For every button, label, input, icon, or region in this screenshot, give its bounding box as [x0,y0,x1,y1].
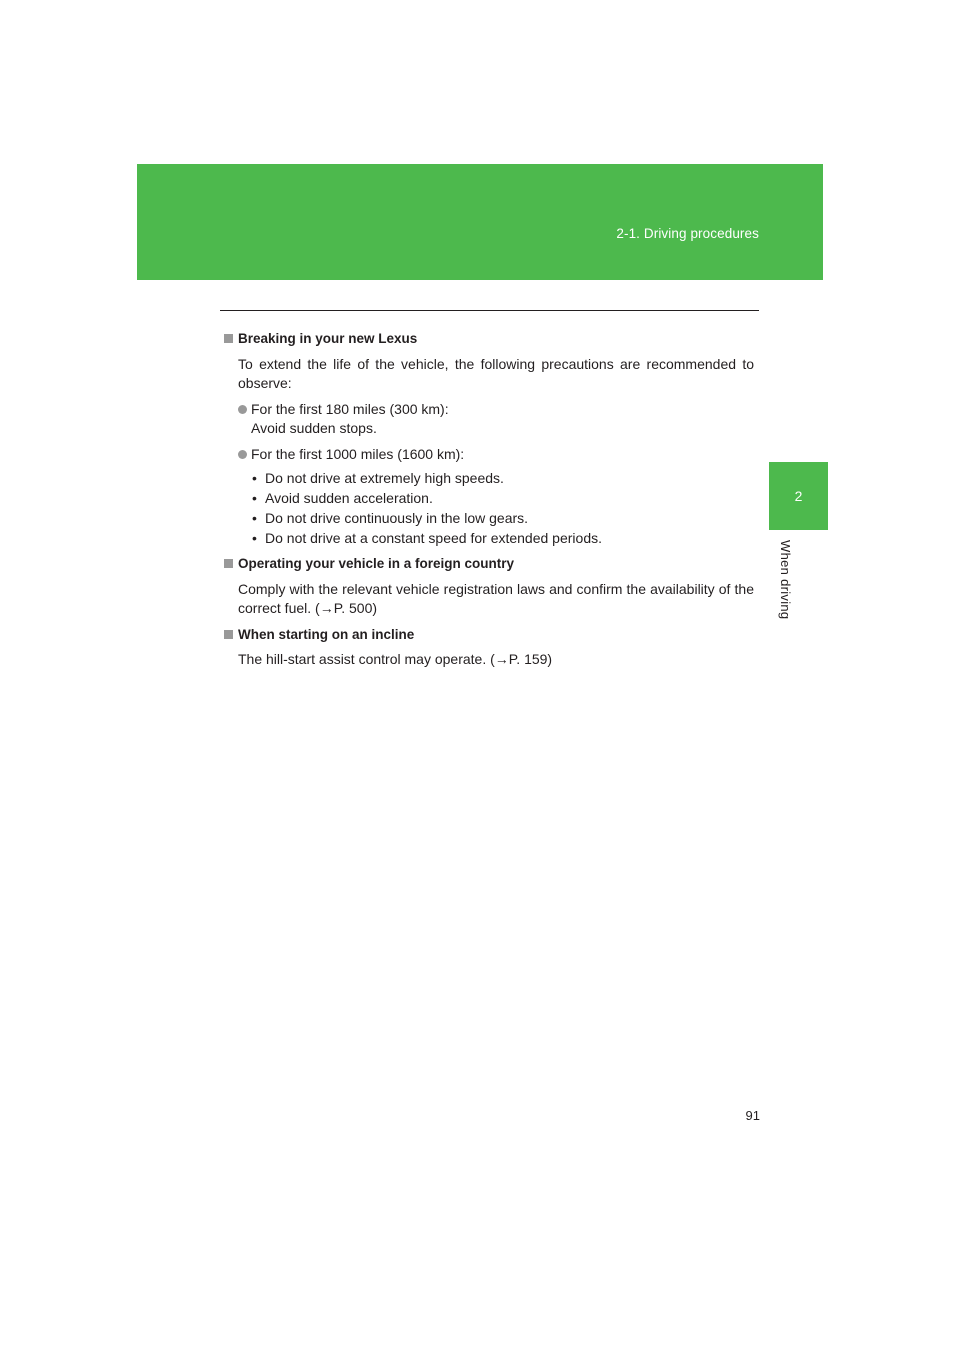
divider-rule [220,310,759,311]
chapter-label: When driving [778,540,793,620]
list-item: • Do not drive at a constant speed for extended periods. [252,530,602,546]
paragraph: Comply with the relevant vehicle registration laws and confirm the availability of the correct fuel. (→P. 500) [238,580,754,616]
bullet-item [224,445,754,465]
section-title: 2-1. Driving procedures [616,226,759,241]
page-reference[interactable]: P. 159) [508,651,553,667]
section-heading: When starting on an incline [224,625,754,645]
page-reference[interactable]: P. 500) [333,600,378,616]
arrow-icon: → [319,600,334,616]
dot-marker: • [252,510,257,526]
square-bullet-icon [224,334,233,343]
circle-bullet-icon [238,450,247,459]
list-item: • Do not drive at extremely high speeds. [252,470,504,486]
section-heading: Breaking in your new Lexus [224,329,754,349]
sub-list [224,468,754,548]
square-bullet-icon [224,630,233,639]
page-number: 91 [745,1108,760,1123]
arrow-icon: → [494,651,509,667]
dot-marker: • [252,530,257,546]
dot-marker: • [252,470,257,486]
dot-marker: • [252,490,257,506]
paragraph: The hill-start assist control may operate. (→P. 159) [238,651,553,667]
list-item: • Do not drive continuously in the low gears. [252,510,529,526]
bullet-title: For the first 1000 miles (1600 km): [251,445,465,462]
circle-bullet-icon [238,405,247,414]
header-band [137,164,823,280]
bullet-title: For the first 180 miles (300 km): [251,400,449,417]
chapter-tab [769,462,828,530]
square-bullet-icon [224,559,233,568]
bullet-item [224,400,754,439]
chapter-number: 2 [794,488,803,504]
list-item: • Avoid sudden acceleration. [252,490,433,506]
page-content [224,329,754,676]
paragraph: To extend the life of the vehicle, the following precautions are recommended to observe: [238,355,754,391]
section-heading: Operating your vehicle in a foreign country [224,554,754,574]
bullet-text: Avoid sudden stops. [251,420,377,436]
